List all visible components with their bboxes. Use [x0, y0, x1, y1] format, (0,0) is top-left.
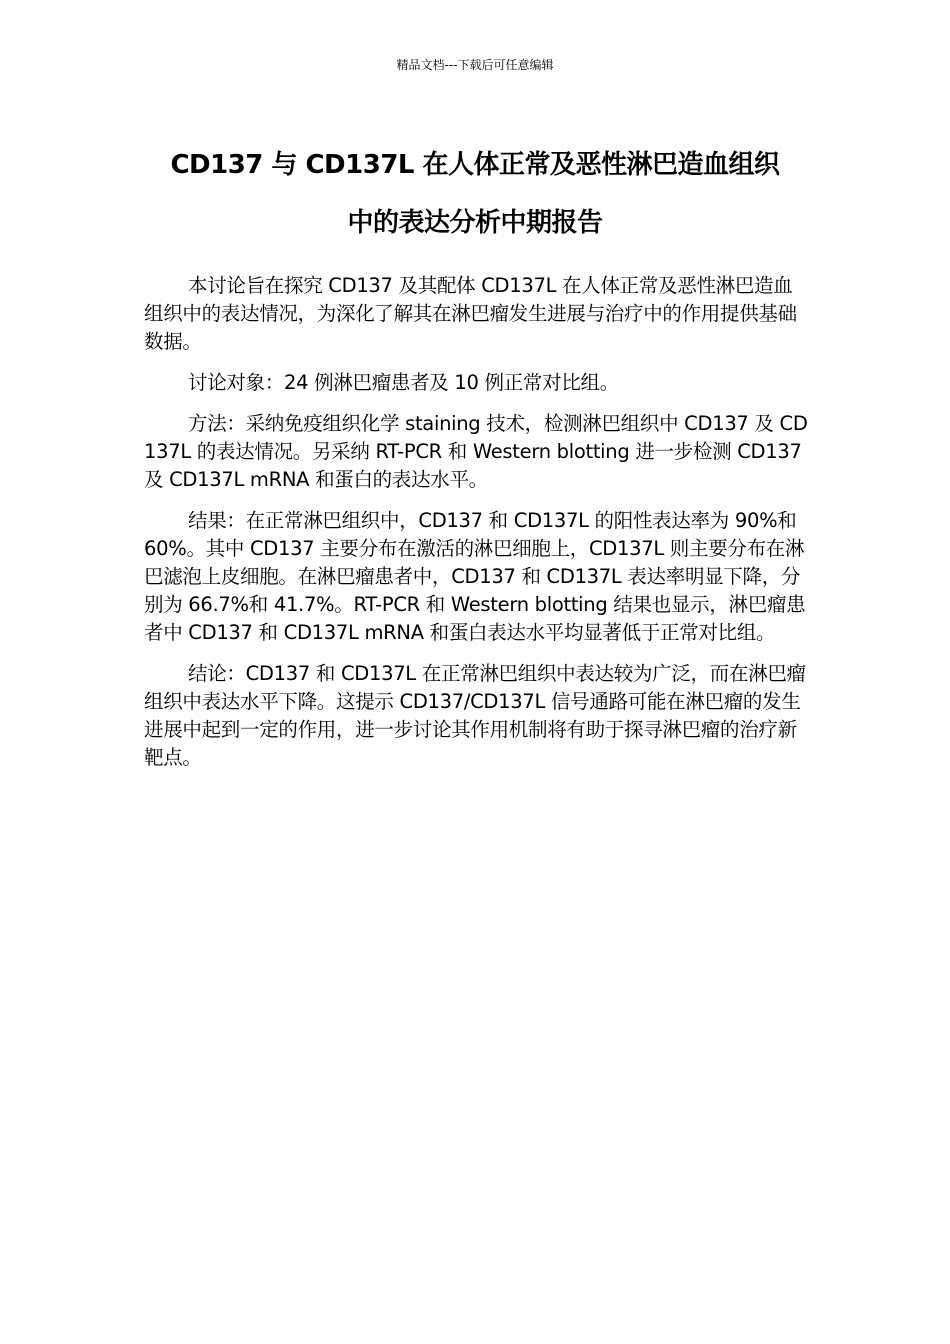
document-title — [130, 136, 820, 252]
paragraph-results: 结果：在正常淋巴组织中，CD137 和 CD137L 的阳性表达率为 90%和 60%。其中 CD137 主要分布在激活的淋巴细胞上，CD137L 则主要分布在淋巴滤泡上皮细胞。在淋巴瘤患者中，CD137 和 CD137L 表达率明显下降，分别为 66.7%和 41.7%。RT-PCR 和 Western blotting 结果也显示，淋巴瘤患者中 CD137 和 CD137L mRNA 和蛋白表达水平均显著低于正常对比组。 — [144, 509, 806, 644]
title-line-2: 中的表达分析中期报告 — [347, 208, 603, 238]
paragraph-intro: 本讨论旨在探究 CD137 及其配体 CD137L 在人体正常及恶性淋巴造血组织中的表达情况，为深化了解其在淋巴瘤发生进展与治疗中的作用提供基础数据。 — [144, 274, 797, 353]
document-body — [144, 272, 808, 785]
paragraph-subjects: 讨论对象：24 例淋巴瘤患者及 10 例正常对比组。 — [188, 371, 619, 394]
page-header-note: 精品文档---下载后可任意编辑 — [396, 58, 554, 72]
paragraph-methods: 方法：采纳免疫组织化学 staining 技术，检测淋巴组织中 CD137 及 CD137L 的表达情况。另采纳 RT-PCR 和 Western blotting 进一步检测 CD137 及 CD137L mRNA 和蛋白的表达水平。 — [144, 412, 808, 491]
paragraph-conclusion: 结论：CD137 和 CD137L 在正常淋巴组织中表达较为广泛，而在淋巴瘤组织中表达水平下降。这提示 CD137/CD137L 信号通路可能在淋巴瘤的发生进展中起到一定的作用，进一步讨论其作用机制将有助于探寻淋巴瘤的治疗新靶点。 — [144, 662, 806, 769]
title-line-1: CD137 与 CD137L 在人体正常及恶性淋巴造血组织 — [170, 150, 780, 180]
